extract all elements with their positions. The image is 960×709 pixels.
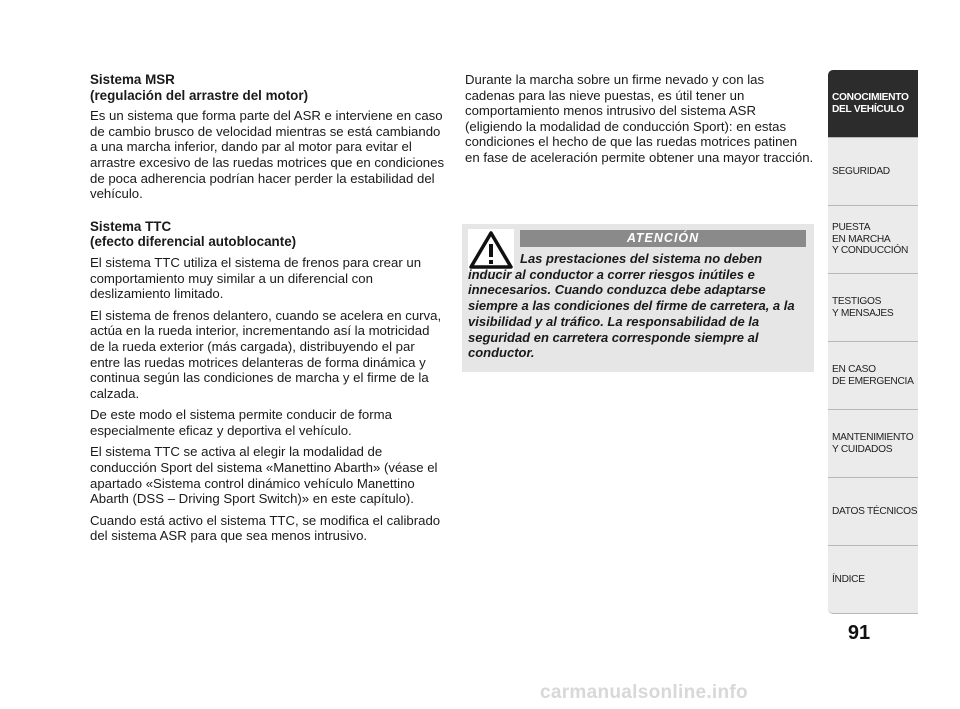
- tab-seguridad[interactable]: [828, 138, 918, 206]
- tab-label: EN CASO DE EMERGENCIA: [832, 364, 914, 387]
- tab-testigos-y-mensajes[interactable]: [828, 274, 918, 342]
- section-msr: [90, 72, 445, 202]
- tab-label: CONOCIMIENTO DEL VEHÍCULO: [832, 92, 909, 115]
- paragraph: De este modo el sistema permite conducir de forma especialmente eficaz y deportiva el vehículo.: [90, 407, 392, 438]
- section-heading: Sistema TTC: [90, 218, 172, 234]
- section-subheading: (efecto diferencial autoblocante): [90, 234, 297, 250]
- tab-en-caso-de-emergencia[interactable]: [828, 342, 918, 410]
- paragraph: El sistema de frenos delantero, cuando se acelera en curva, actúa en la rueda interior, incrementando así la motricidad de la rueda exterior (más cargada), distribuyendo el par entre las ruedas motrices delanteras de forma dinámica y continua según las condiciones de marcha y el firme de la calzada.: [90, 307, 442, 401]
- chapter-tabs: [828, 70, 918, 617]
- watermark: carmanualsonline.info: [540, 682, 748, 703]
- tab-label: ÍNDICE: [832, 573, 865, 585]
- tab-label: TESTIGOS Y MENSAJES: [832, 296, 894, 319]
- warning-text: Las prestaciones del sistema no deben inducir al conductor a correr riesgos inútiles e innecesarios. Cuando conduzca debe adaptarse siempre a las condiciones del firme de carretera, a la visibilidad y al tráfico. La responsabilidad de la seguridad en carretera corresponde siempre al conductor.: [468, 251, 795, 361]
- page-number: 91: [847, 622, 871, 644]
- paragraph: Durante la marcha sobre un firme nevado y con las cadenas para las nieve puestas, es útil tener un comportamiento menos intrusivo del sistema ASR (eligiendo la modalidad de conducción Sport): en estas condiciones el hecho de que las ruedas motrices patinen en fase de aceleración permite obtener una mayor tracción.: [465, 72, 814, 165]
- paragraph: El sistema TTC utiliza el sistema de frenos para crear un comportamiento muy similar a un diferencial con deslizamiento limitado.: [90, 254, 422, 302]
- tab-label: SEGURIDAD: [832, 165, 890, 177]
- paragraph: Cuando está activo el sistema TTC, se modifica el calibrado del sistema ASR para que sea menos intrusivo.: [90, 512, 441, 544]
- tab-mantenimiento-y-cuidados[interactable]: [828, 410, 918, 478]
- tab-label: DATOS TÉCNICOS: [832, 505, 918, 517]
- warning-box: [462, 224, 814, 372]
- tab-conocimiento-del-vehiculo[interactable]: [828, 70, 918, 138]
- paragraph: El sistema TTC se activa al elegir la modalidad de conducción Sport del sistema «Manettino Abarth» (véase el apartado «Sistema control dinámico vehículo Manettino Abarth (DSS – Driving Sport Switch)» en este capítulo).: [90, 444, 438, 507]
- section-heading: Sistema MSR: [90, 72, 175, 87]
- right-column: [465, 72, 815, 172]
- left-column: [90, 72, 445, 550]
- paragraph: Es un sistema que forma parte del ASR e interviene en caso de cambio brusco de velocidad mientras se está cambiando a una marcha inferior, dando par al motor para evitar el arrastre excesivo de las ruedas motrices que en condiciones de poca adherencia podrían hacer perder la estabilidad del vehículo.: [90, 108, 445, 202]
- tab-datos-tecnicos[interactable]: [828, 478, 918, 546]
- tab-label: PUESTA EN MARCHA Y CONDUCCIÓN: [832, 222, 909, 257]
- section-subheading: (regulación del arrastre del motor): [90, 87, 309, 103]
- tab-puesta-en-marcha[interactable]: [828, 206, 918, 274]
- tab-label: MANTENIMIENTO Y CUIDADOS: [832, 432, 914, 455]
- warning-title: ATENCIÓN: [520, 230, 806, 247]
- section-ttc: [90, 219, 445, 544]
- tab-indice[interactable]: [828, 546, 918, 614]
